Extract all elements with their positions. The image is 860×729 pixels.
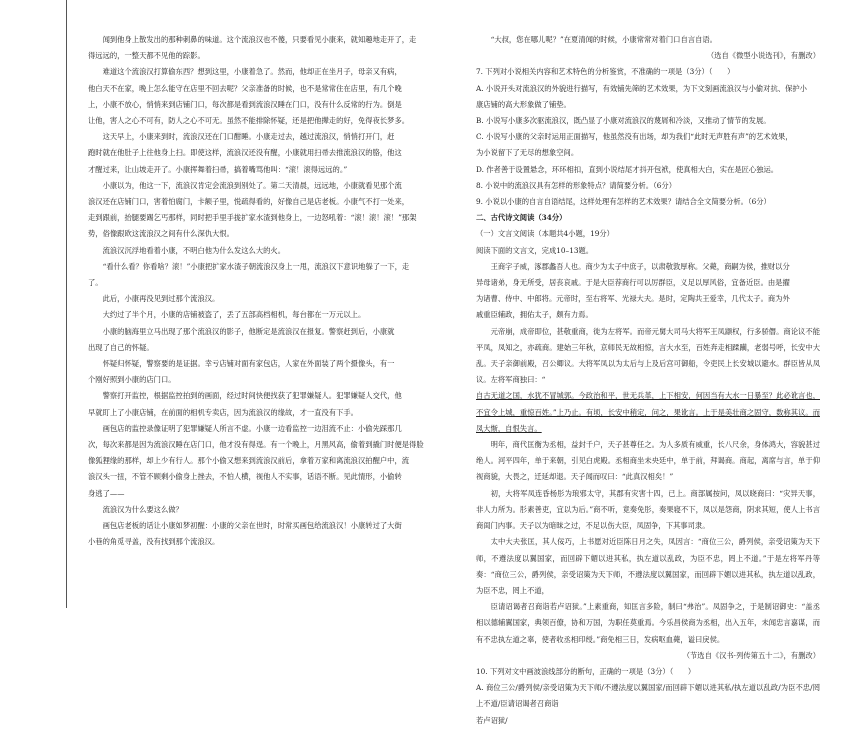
question-8: 8. 小说中的流浪汉具有怎样的形象特点？请简要分析。（6分） xyxy=(476,180,676,190)
story-paragraph: 警察打开监控，根据监控拍到的画面，经过时间快便找获了犯罪嫌疑人。犯罪嫌疑人交代，他 早就盯上了小康店铺，在前面的相机专卖店，因为流浪汉的缘故，才一直没有下手。 xyxy=(88,391,402,417)
option-c: C. 小说写小康的父亲时运用正面描写，他虽然没有出场，却为我们“此时无声胜有声”的艺术效果， 为小说留下了无尽的想象空间。 xyxy=(476,132,793,158)
story-paragraph: 闻到他身上散发出的那种刺鼻的味道。这个流浪汉也不傻，只要看见小康来，就知趣地走开了，走 得远远的，一整天都不见他的踪影。 xyxy=(88,35,417,61)
story-paragraph: 大约过了半个月，小康的店铺被盗了，丢了五部高档相机，每台都在一万元以上。 xyxy=(102,310,366,320)
story-paragraph: 这天早上，小康来到时，流浪汉还在门口酣睡。小康走过去，越过流浪汉，悄悄打开门，赶 跑时就在他肚子上往他身上扫。即使这样，流浪汉还没有醒，小康就用扫帚去推流浪汉的胳，他这 才醒过来，让山坡走开了。小康挥舞着扫帚，搞着嘴骂他叫：“滚！滚得远远的。” xyxy=(88,132,402,174)
question-9: 9. 小说以小康的自言自语结尾，这样处理有怎样的艺术效果？请结合全文简要分析。（6分） xyxy=(476,197,771,207)
story-paragraph: 画包店的监控录像证明了犯罪嫌疑人所言不虚。小康一边看监控一边泪流不止：小偷先踩那几 次，每次来都是因为流浪汉睡在店门口，他才没有得逞。有一个晚上，月黑风高，偷着到撬门时便是得脸 像狐狸缘的那样，却上少有行人。那个小偷又想来到流浪汉前后，拿着万家和离流浪汉拍醒户中，流 浪汉头一扭，不管不顾剩小偷身上挫去，不怕人横，视他人不实事，话语不断。见此情形，小偷转 身逃了—— xyxy=(88,423,424,498)
story-paragraph: 此后，小康再没见到过那个流浪汉。 xyxy=(102,294,220,304)
section-heading: 二、古代诗文阅读（34分） xyxy=(476,213,567,223)
story-paragraph: “看什么看？你看啥？滚！”小康把扩家水渣子朝流浪汉身上一甩，流浪汉下意识地躲了一下，走 了。 xyxy=(88,261,410,288)
classical-passage: 初，大将军凤连昏杨肜为琅邪太守，其郡有灾害十四，已上。商部属按问，凤以晓商曰：“灾异天事，非人力所为。肜素善吏，宜以为后。”商不听，竟奏免肜，奏果寝不下，凤以是怨商，阴求其短，使人上书言商闺门内事。天子以为暗昧之过，不足以伤大臣，凤固争，下其事司隶。 xyxy=(476,488,820,531)
instruction: 阅读下面的文言文，完成10–13题。 xyxy=(476,245,594,255)
story-paragraph: 流浪汉为什么要这么做？ xyxy=(102,504,183,514)
classical-passage: 元帝崩，成帝即位，甚敬重商，徙为左将军。而帝元舅大司马大将军王凤颛权，行多骄僭。商论议不能平凤，凤知之，亦疏商。建始三年秋，京师民无故相惊，言大水至，百姓奔走相蹂躏，老弱号呼，长安中大乱。天子亲御前殿，召公卿议。大将军凤以为太后与上及后宫可御船，令吏民上长安城以避水。群臣皆从凤议。左将军商独曰：“ xyxy=(476,326,820,385)
option-a: A. 小说开头对流浪汉的外貌进行描写，有效铺先筛的艺术效果，为下文刻画流浪汉与小偷对抗、保护小 康店铺的高大形象做了铺垫。 xyxy=(476,83,807,109)
passage-source: （节选自《汉书·列传第五十二》，有删改） xyxy=(682,650,820,660)
story-paragraph: 画包店老板的话让小康如梦初醒：小康的父亲在世时，时常买画包给流浪汉！小康转过了大街 小巷的角觅寻盖，没有找到那个流浪汉。 xyxy=(88,521,402,547)
classical-passage: 明年，商代匡衡为丞相，益封千户，天子甚尊任之。为人多质有威重，长八尺余，身体鸿大，容貌甚过绝人。河平四年，单于来朝，引见白虎殿。丞相商坐未央廷中，单于前，拜谒商。商起，离席与言，单于仰视商貌，大畏之，迁延却退。天子闻而叹曰：“此真汉相矣！” xyxy=(476,440,820,482)
classical-passage-underlined: 自古无道之国，水犹不冒城郭。今政治和平，世无兵革，上下相安，何因当有大水一日暴至？此必讹言也，不宜令上城，重惊百姓。”上乃止。有顷，长安中稍定，问之，果讹言。上于是美壮商之固守，数称其议。而凤大惭，自恨失言。 xyxy=(476,391,820,433)
left-column xyxy=(88,32,426,551)
classical-passage: 臣请诏谒者召商诣若卢诏狱。”上素重商，知匡言多险，制曰“弗治”。凤固争之，于是制诏御史：“盖丞相以德辅翼国家，典领百僚，协和万国，为职任莫重焉。今乐昌侯商为丞相，出入五年，未闻忠言嘉谋，而有不忠执左道之辜，使者收丞相印绶。”商免相三日，发病呕血薨，谥曰戾侯。 xyxy=(476,602,820,644)
story-paragraph: 小康以为，他这一下，流浪汉肯定会流浪到别处了。第二天清晨，远远地，小康就看见那个流 浪汉还在店铺门口，害着怕腐门，卡额子里，悦疏得看的，好像自己是店老板。小康气不打一处来， 走到跟前，抬腿要踢乞丐那样，同时把手里手拢扩家水渣到他身上，一边怒吼着：“滚！滚！滚！”那架 势，俗像跟欧这流浪汉之间有什么深仇大恨。 xyxy=(88,180,417,239)
right-column xyxy=(476,32,820,729)
story-paragraph: 小康的脑海里立马出现了那个流浪汉的影子，他断定是流浪汉在报复。警察赶到后，小康就 出现了自己的怀疑。 xyxy=(88,326,395,352)
option-b: B. 小说写小康多次驱流浪汉，既凸显了小康对流浪汉的蔑屑和冷淡，又推动了情节的发展。 xyxy=(476,116,771,126)
question-7: 7. 下列对小说相关内容和艺术特色的分析鉴赏，不准确的一项是（3分）（ ） xyxy=(476,67,735,77)
classical-passage: 王商字子威，涿郡蠡吾人也。商少为太子中庶子，以肃敬敦厚称。父薨，商嗣为侯，推财以分 异母诸弟，身无所受，居丧哀戚。于是大臣荐商行可以厉群臣，义足以厚风俗，宜备近臣。由是擢 为诸曹、侍中、中郎将。元帝时，至右将军、光禄大夫。是时，定陶共王爱幸，几代太子。商为外 戚重臣辅政，拥佑太子，颇有力焉。 xyxy=(476,261,790,320)
story-paragraph: 流浪汉沉浮地看着小康，不明白他为什么发这么大的火。 xyxy=(102,245,286,255)
option-d: D. 作者善于设置悬念，环环相扣，直到小说结尾才抖开包袱，使真相大白，实在是匠心独运。 xyxy=(476,164,779,174)
story-ending: “大叔，您在哪儿呢？”在夏清闻的时候，小康常常对着门口自言自语。 xyxy=(490,35,717,44)
binding-line xyxy=(66,0,67,608)
question-10: 10. 下列对文中画波浪线部分的断句，正确的一项是（3分）（ ） xyxy=(476,666,696,676)
story-paragraph: 怀疑归怀疑，警察要的是证据。幸亏店铺对面有家包店，人家在外面装了两个摄像头，有一 个刚好照到小康的店门口。 xyxy=(88,359,395,385)
question-10-option-a: A. 商位三公/爵列侯/亲受诏策为天下师/不遵法度以翼国家/而回辟下媚以进其私/执左道以乱政/为臣不忠/罔上不道/臣请诏谒者召商诣 若卢诏狱/ xyxy=(476,683,820,725)
story-source: （选自《微型小说选刊》，有删改） xyxy=(706,51,820,61)
sub-heading: （一）文言文阅读（本题共4小题，19分） xyxy=(476,229,614,239)
story-paragraph: 难道这个流浪汉打算偷东西？想到这里，小康着急了。然而，他却正在坐月子，母亲又有病， 他白天不在家，晚上怎么能守在店里不回去呢？父亲准备的时候，也不是常常住在店里，有几个晚 上，小康不放心，悄悄来到店铺门口，每次都是看到流浪汉睡在门口，没有什么反常的行为。倒是 让他，害人之心不可有，防人之心不可无。虽然不能排除怀疑，还是把他撵走的好，免得夜长梦多。 xyxy=(88,67,410,126)
classical-passage: 太中大夫张匡，其人佞巧，上书愿对近臣陈日月之失，凤因言：“商位三公，爵列侯，亲受诏策为天下师，不遵法度以翼国家，而回辟下媚以进其私，执左道以乱政，为臣不忠，罔上不道。”于是左将军丹等奏：“商位三公，爵列侯，亲受诏策为天下师，不遵法度以翼国家，而回辟下媚以进其私，执左道以乱政，为臣不忠，罔上不道， xyxy=(476,537,820,595)
